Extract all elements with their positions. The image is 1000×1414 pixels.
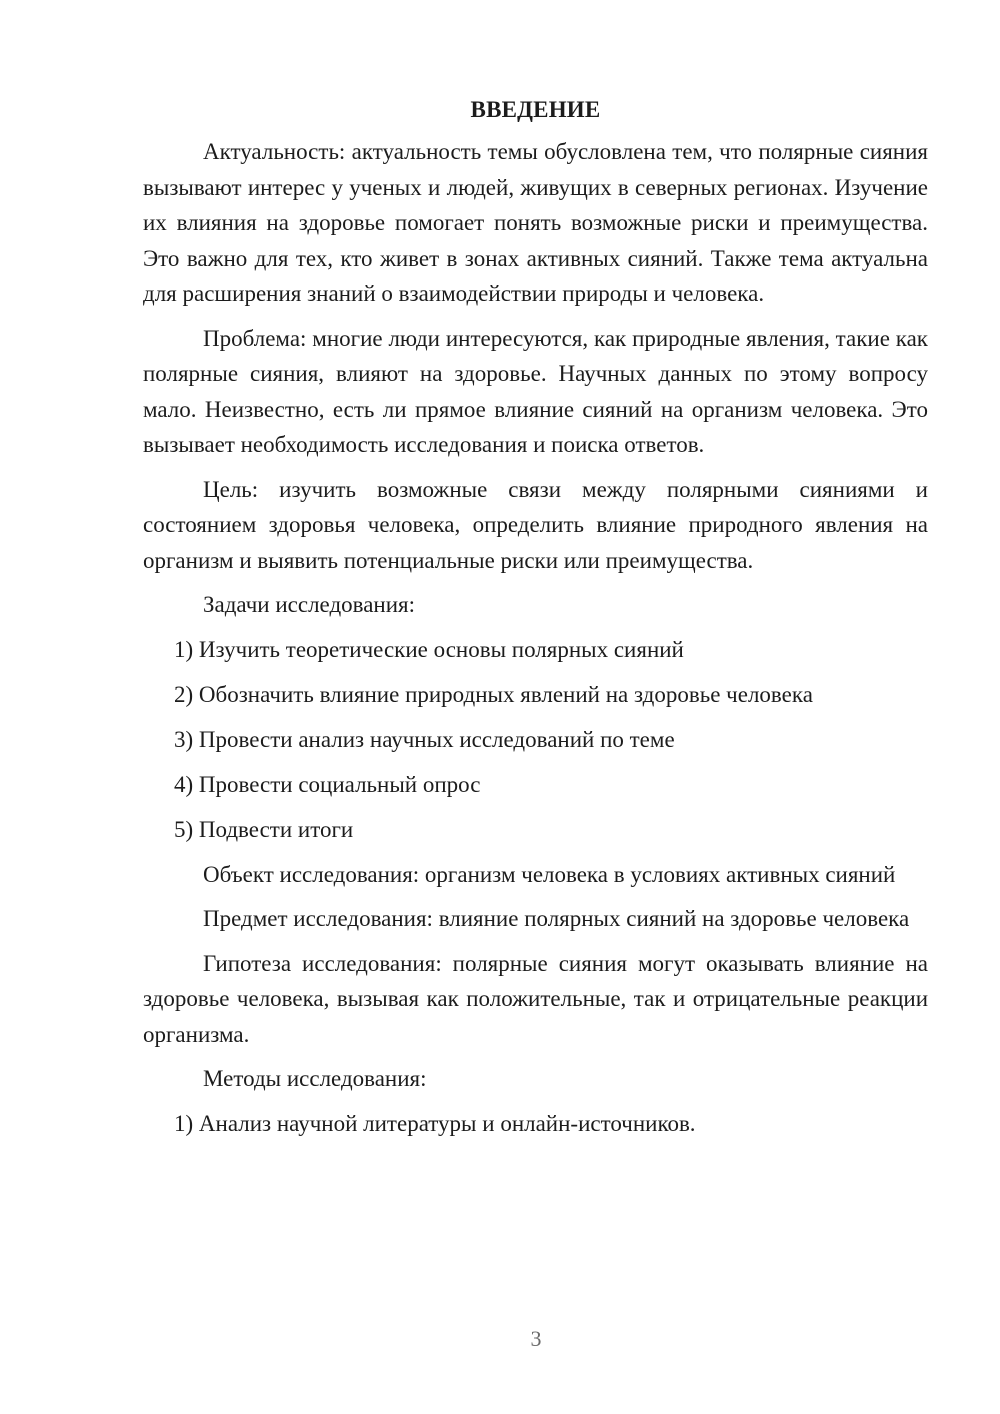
method-item: 1) Анализ научной литературы и онлайн-источников. xyxy=(174,1110,696,1136)
object-paragraph: Объект исследования: организм человека в условиях активных сияний xyxy=(203,861,896,887)
task-item: 4) Провести социальный опрос xyxy=(174,771,481,797)
task-item: 1) Изучить теоретические основы полярных сияний xyxy=(174,636,684,662)
methods-heading: Методы исследования: xyxy=(203,1066,427,1091)
task-item: 3) Провести анализ научных исследований по теме xyxy=(174,726,675,752)
tasks-heading: Задачи исследования: xyxy=(203,592,416,617)
problem-paragraph: Проблема: многие люди интересуются, как природные явления, такие как полярные сияния, влияют на здоровье. Научных данных по этому вопросу мало. Неизвестно, есть ли прямое влияние сияний на организм человека. Это вызывает необходимость исследования и поиска ответов. xyxy=(143,325,928,457)
page-content xyxy=(143,92,928,1151)
goal-paragraph: Цель: изучить возможные связи между полярными сияниями и состоянием здоровья человека, определить влияние природного явления на организм и выявить потенциальные риски или преимущества. xyxy=(143,476,928,573)
page-title: ВВЕДЕНИЕ xyxy=(470,97,601,122)
relevance-paragraph: Актуальность: актуальность темы обусловлена тем, что полярные сияния вызывают интерес у ученых и людей, живущих в северных регионах. Изучение их влияния на здоровье помогает понять возможные риски и преимущества. Это важно для тех, кто живет в зонах активных сияний. Также тема актуальна для расширения знаний о взаимодействии природы и человека. xyxy=(143,139,928,306)
subject-paragraph: Предмет исследования: влияние полярных сияний на здоровье человека xyxy=(203,906,910,931)
task-item: 2) Обозначить влияние природных явлений на здоровье человека xyxy=(174,681,813,707)
tasks-list xyxy=(143,632,928,848)
methods-list xyxy=(143,1106,928,1142)
task-item: 5) Подвести итоги xyxy=(174,816,354,842)
hypothesis-paragraph: Гипотеза исследования: полярные сияния могут оказывать влияние на здоровье человека, вызывая как положительные, так и отрицательные реакции организма. xyxy=(143,950,928,1047)
page-number: 3 xyxy=(530,1326,542,1351)
